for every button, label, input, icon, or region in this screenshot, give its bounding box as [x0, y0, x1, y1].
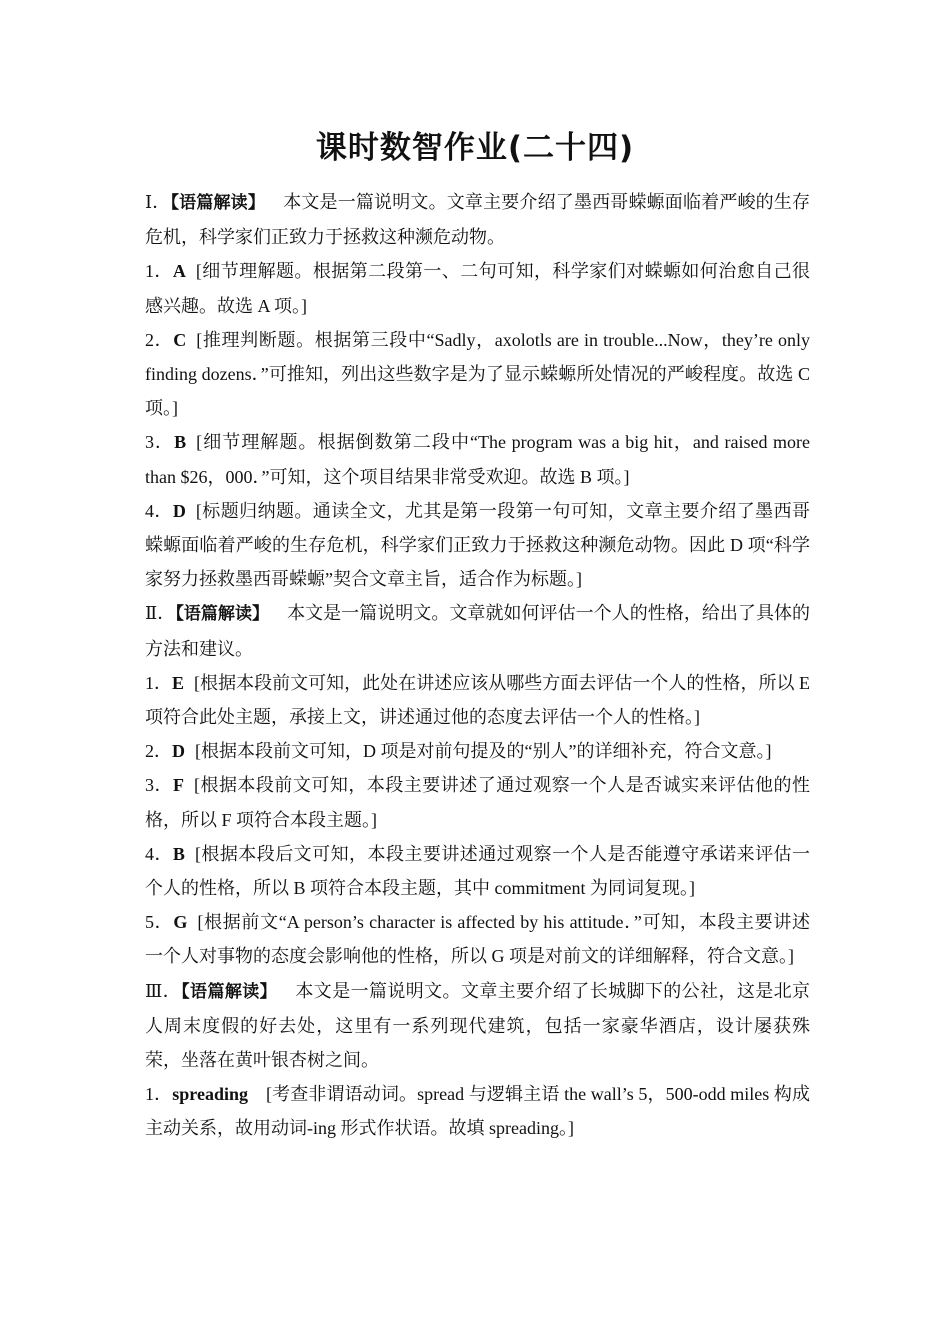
answer-item: [145, 905, 810, 973]
section-intro-text: 本文是一篇说明文。文章就如何评估一个人的性格，给出了具体的方法和建议。: [145, 603, 811, 659]
item-answer: B: [174, 432, 187, 453]
item-number: 5．: [145, 912, 174, 933]
item-explanation: [根据本段前文可知，此处在讲述应该从哪些方面去评估一个人的性格，所以 E 项符合此处主题，承接上文，讲述通过他的态度去评估一个人的性格。]: [145, 672, 810, 728]
page-title: 课时数智作业(二十四): [315, 130, 635, 166]
item-number: 2．: [145, 329, 174, 350]
section-intro: [145, 974, 810, 1078]
item-explanation: [根据本段后文可知，本段主要讲述通过观察一个人是否能遵守承诺来评估一个人的性格，所以 B 项符合本段主题，其中 commitment 为同词复现。]: [145, 843, 810, 899]
item-explanation: [根据本段前文可知，本段主要讲述了通过观察一个人是否诚实来评估他的性格，所以 F 项符合本段主题。]: [145, 775, 811, 830]
answer-item: [145, 494, 810, 597]
answer-item: [145, 254, 810, 322]
item-answer: D: [172, 741, 185, 762]
section-heading: 【语篇解读】: [170, 193, 266, 213]
item-number: 3．: [145, 775, 173, 796]
item-explanation: [根据本段前文可知，D 项是对前句提及的“别人”的详细补充，符合文意。]: [195, 741, 772, 762]
answer-item: [145, 734, 810, 768]
answer-item: [145, 768, 810, 836]
item-explanation: [标题归纳题。通读全文，尤其是第一段第一句可知，文章主要介绍了墨西哥蝾螈面临着严峻的生存危机，科学家们正致力于拯救这种濒危动物。因此 D 项“科学家努力拯救墨西哥蝾螈”契合文章主旨，适合作为标题。]: [145, 500, 810, 590]
item-number: 4．: [145, 843, 173, 864]
item-answer: E: [172, 672, 185, 693]
item-answer: G: [173, 912, 188, 933]
item-number: 1．: [145, 672, 173, 693]
section-heading: 【语篇解读】: [181, 981, 278, 1002]
item-answer: C: [173, 329, 187, 350]
answer-item: [145, 425, 810, 493]
section-numeral: Ⅰ．: [145, 192, 171, 212]
item-number: 1．: [145, 1084, 173, 1105]
item-answer: A: [172, 261, 186, 282]
section-intro: [145, 596, 810, 665]
item-answer: B: [172, 843, 185, 864]
item-explanation: [考查非谓语动词。spread 与逻辑主语 the wall’s 5，500-odd miles 构成主动关系，故用动词-ing 形式作状语。故填 spreading。]: [145, 1084, 811, 1139]
item-explanation: [推理判断题。根据第三段中“Sadly，axolotls are in trouble...Now，they’re only finding dozens．”可推知，列出这些数字是为了显示蝾螈所处情况的严峻程度。故选 C 项。]: [145, 329, 811, 419]
item-explanation: [根据前文“A person’s character is affected by his attitude．”可知，本段主要讲述一个人对事物的态度会影响他的性格，所以 G 项是对前文的详细解释，符合文意。]: [145, 912, 810, 967]
item-answer: F: [172, 775, 184, 796]
section-numeral: Ⅲ．: [145, 980, 182, 1001]
item-number: 3．: [145, 432, 175, 453]
item-number: 2．: [145, 741, 172, 762]
section-numeral: Ⅱ．: [145, 603, 176, 624]
answer-item: [145, 323, 810, 426]
answer-item: [145, 666, 810, 734]
answer-item: [145, 1077, 810, 1145]
section-intro-text: 本文是一篇说明文。文章主要介绍了长城脚下的公社，这是北京人周末度假的好去处，这里有一系列现代建筑，包括一家豪华酒店，设计屡获殊荣，坐落在黄叶银杏树之间。: [145, 980, 811, 1071]
answer-key-body: [145, 185, 810, 1146]
section-heading: 【语篇解读】: [175, 604, 270, 625]
item-answer: spreading: [172, 1084, 248, 1105]
answer-item: [145, 837, 810, 905]
item-explanation: [细节理解题。根据第二段第一、二句可知，科学家们对蝾螈如何治愈自己很感兴趣。故选 A 项。]: [145, 261, 810, 316]
item-number: 4．: [145, 500, 173, 521]
section-intro: [145, 185, 810, 254]
item-number: 1．: [145, 261, 173, 282]
section-intro-text: 本文是一篇说明文。文章主要介绍了墨西哥蝾螈面临着严峻的生存危机，科学家们正致力于拯救这种濒危动物。: [145, 192, 811, 248]
item-explanation: [细节理解题。根据倒数第二段中“The program was a big hit，and raised more than $26，000．”可知，这个项目结果非常受欢迎。故选 B 项。]: [145, 432, 810, 487]
item-answer: D: [172, 500, 186, 521]
